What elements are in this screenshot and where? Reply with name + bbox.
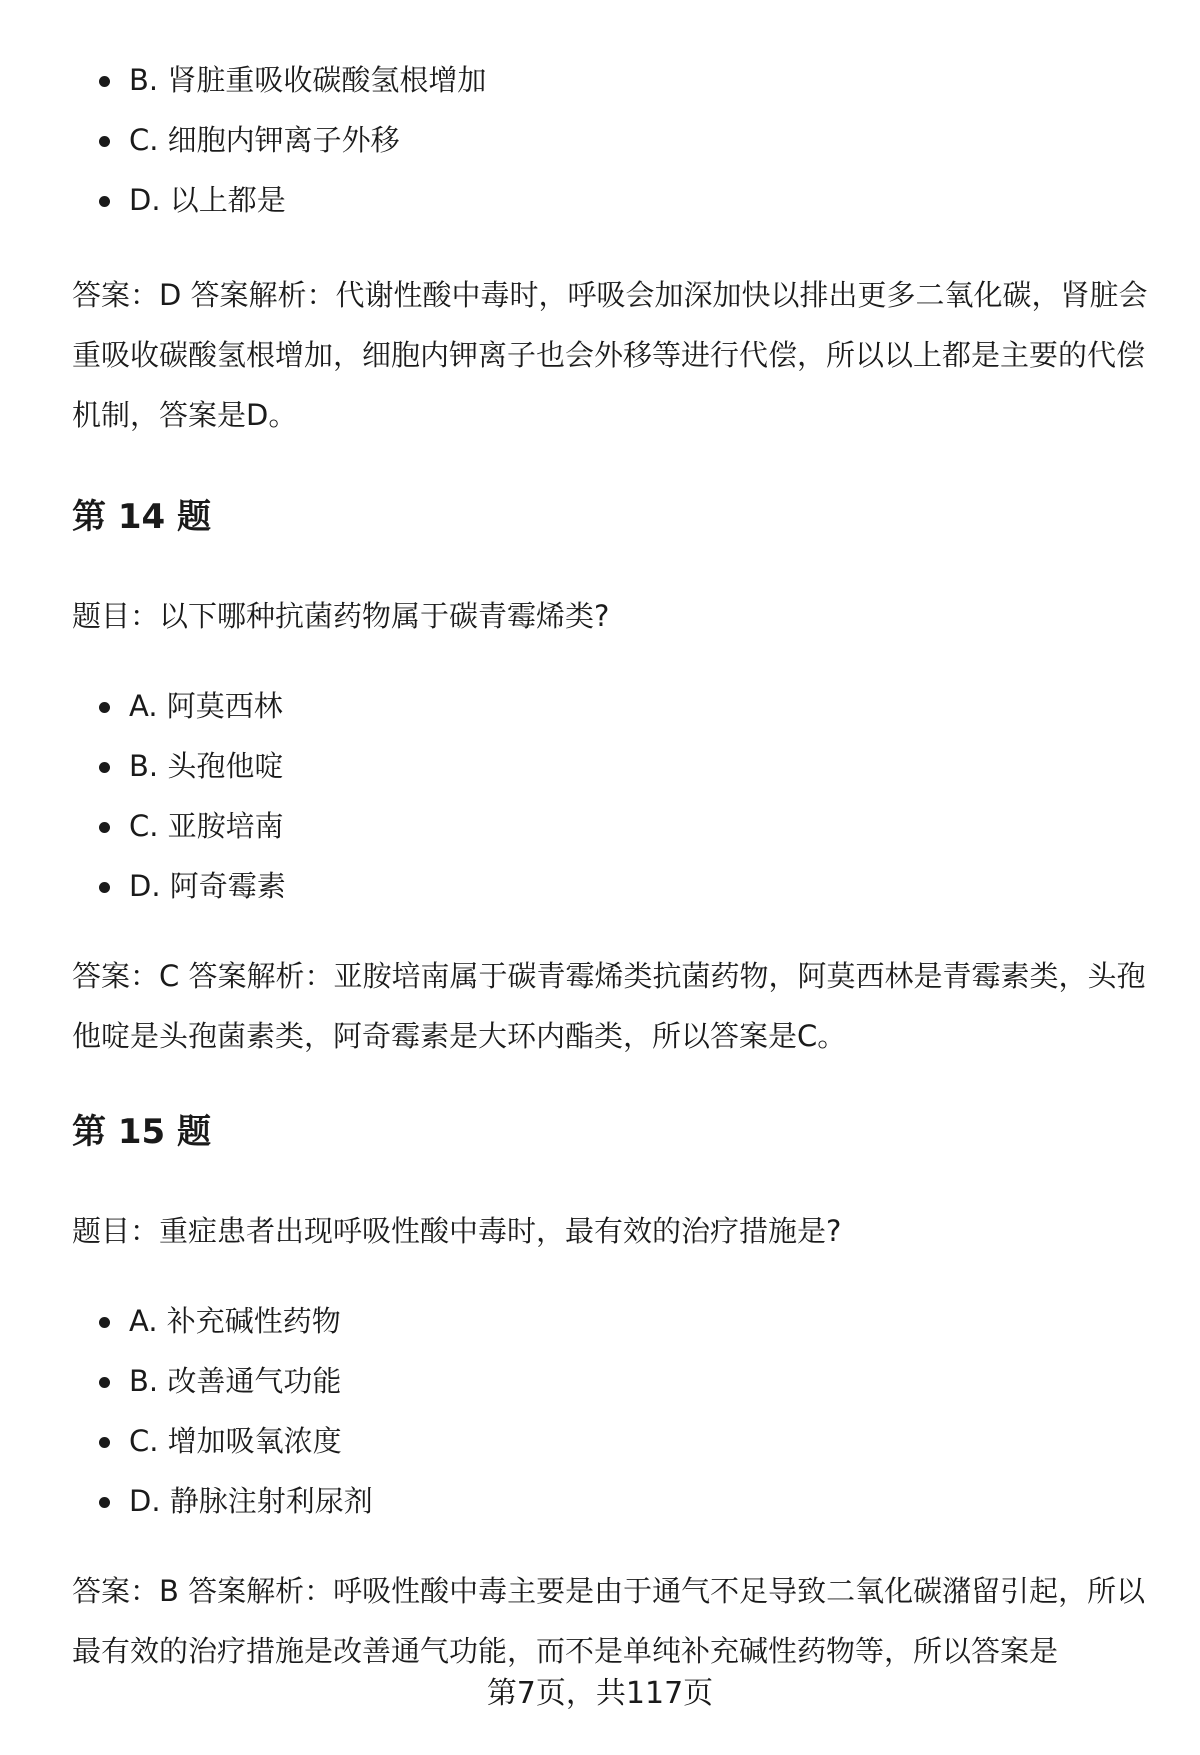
option-item <box>72 1471 1152 1531</box>
bullet-icon <box>99 1437 110 1448</box>
option-text: C. 细胞内钾离子外移 <box>129 123 400 157</box>
option-item <box>72 676 1152 736</box>
question-14-options <box>72 676 1152 916</box>
question-15-text: 题目：重症患者出现呼吸性酸中毒时，最有效的治疗措施是? <box>72 1214 842 1248</box>
bullet-icon <box>99 1317 110 1328</box>
question-14-answer: 答案：C 答案解析：亚胺培南属于碳青霉烯类抗菌药物，阿莫西林是青霉素类，头孢他啶是头孢菌素类，阿奇霉素是大环内酯类，所以答案是C。 <box>72 959 1146 1053</box>
question-15-heading: 第 15 题 <box>72 1112 211 1152</box>
option-item <box>72 796 1152 856</box>
question-13-options <box>72 50 1152 230</box>
bullet-icon <box>99 1497 110 1508</box>
question-15-block <box>72 1291 1152 1531</box>
question-15-options <box>72 1291 1152 1531</box>
bullet-icon <box>99 882 110 893</box>
bullet-icon <box>99 702 110 713</box>
option-text: B. 改善通气功能 <box>129 1364 342 1398</box>
question-13-block <box>72 50 1152 230</box>
bullet-icon <box>99 822 110 833</box>
option-text: C. 增加吸氧浓度 <box>129 1424 342 1458</box>
bullet-icon <box>99 136 110 147</box>
option-text: D. 以上都是 <box>129 183 286 217</box>
question-14-text: 题目：以下哪种抗菌药物属于碳青霉烯类? <box>72 599 610 633</box>
option-text: C. 亚胺培南 <box>129 809 284 843</box>
question-14-heading: 第 14 题 <box>72 497 211 537</box>
bullet-icon <box>99 1377 110 1388</box>
option-item <box>72 1411 1152 1471</box>
option-text: A. 补充碱性药物 <box>129 1304 341 1338</box>
bullet-icon <box>99 762 110 773</box>
question-13-answer: 答案：D 答案解析：代谢性酸中毒时，呼吸会加深加快以排出更多二氧化碳，肾脏会重吸收碳酸氢根增加，细胞内钾离子也会外移等进行代偿，所以以上都是主要的代偿机制，答案是D。 <box>72 278 1148 432</box>
option-item <box>72 1291 1152 1351</box>
bullet-icon <box>99 76 110 87</box>
bullet-icon <box>99 196 110 207</box>
option-item <box>72 50 1152 110</box>
option-item <box>72 1351 1152 1411</box>
option-text: D. 静脉注射利尿剂 <box>129 1484 373 1518</box>
option-item <box>72 170 1152 230</box>
question-15-answer: 答案：B 答案解析：呼吸性酸中毒主要是由于通气不足导致二氧化碳潴留引起，所以最有效的治疗措施是改善通气功能，而不是单纯补充碱性药物等，所以答案是 <box>72 1574 1146 1668</box>
option-item <box>72 736 1152 796</box>
page-footer: 第7页，共117页 <box>486 1676 714 1711</box>
option-text: B. 肾脏重吸收碳酸氢根增加 <box>129 63 487 97</box>
option-item <box>72 856 1152 916</box>
option-item <box>72 110 1152 170</box>
option-text: D. 阿奇霉素 <box>129 869 286 903</box>
option-text: A. 阿莫西林 <box>129 689 283 723</box>
option-text: B. 头孢他啶 <box>129 749 284 783</box>
question-14-block <box>72 676 1152 916</box>
